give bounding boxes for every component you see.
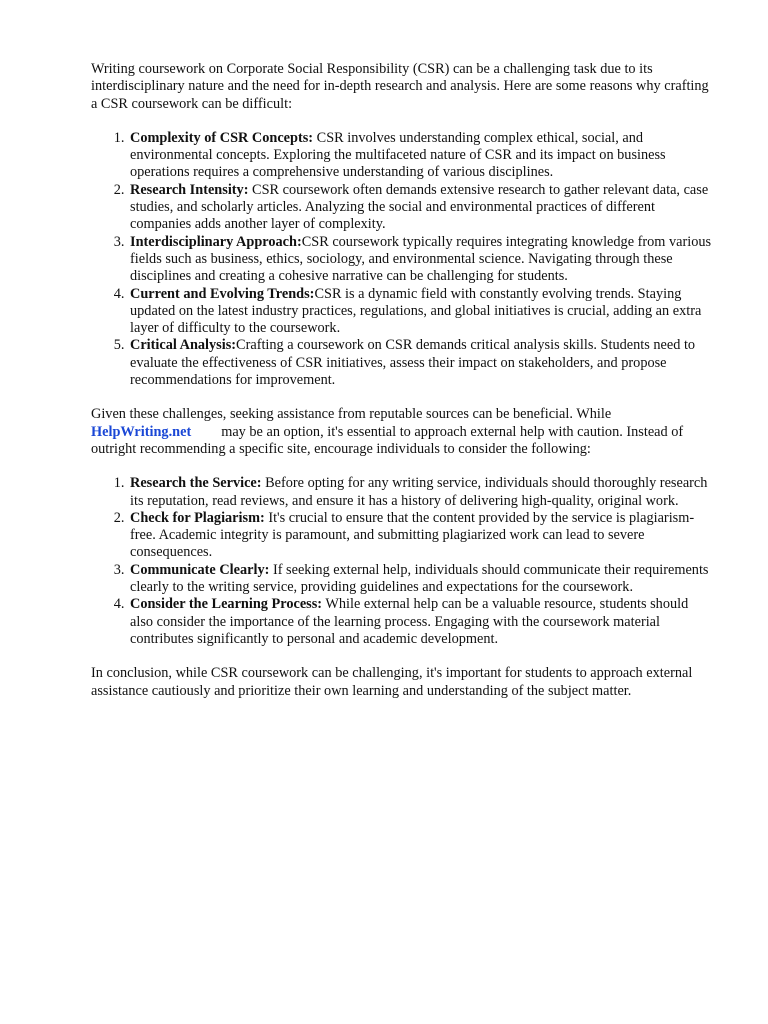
item-text: It's crucial to ensure that the content provided by the service is plagiarism-free. Academic integrity is paramount, and submitting plagiarized work can lead to severe consequences. xyxy=(130,509,695,561)
item-text: CSR coursework typically requires integrating knowledge from various fields such as business, ethics, sociology, and environmental science. Navigating through these disciplines and creating a cohesive narrative can be challenging for students. xyxy=(130,233,712,285)
list-item xyxy=(128,510,713,562)
item-term: Check for Plagiarism: xyxy=(130,509,265,526)
document-page xyxy=(91,61,713,700)
item-text: Crafting a coursework on CSR demands critical analysis skills. Students need to evaluate the effectiveness of CSR initiatives, assess their impact on stakeholders, and propose recommendations for improvement. xyxy=(130,337,696,389)
item-term: Current and Evolving Trends: xyxy=(130,285,315,302)
item-text: CSR is a dynamic field with constantly evolving trends. Staying updated on the latest industry practices, regulations, and global initiatives is crucial, adding an extra layer of difficulty to the coursework. xyxy=(130,285,702,337)
given-text-before: Given these challenges, seeking assistance from reputable sources can be beneficial. While xyxy=(91,406,612,423)
helpwriting-link[interactable]: HelpWriting.net xyxy=(91,423,192,440)
intro-paragraph: Writing coursework on Corporate Social Responsibility (CSR) can be a challenging task due to its interdisciplinary nature and the need for in-depth research and analysis. Here are some reasons why crafting a CSR coursework can be difficult: xyxy=(91,61,709,112)
list-item xyxy=(128,130,713,182)
item-text: Before opting for any writing service, individuals should thoroughly research its reputation, read reviews, and ensure it has a history of delivering high-quality, original work. xyxy=(130,475,708,509)
item-term: Complexity of CSR Concepts: xyxy=(130,129,314,146)
item-term: Research Intensity: xyxy=(130,181,249,198)
list-item xyxy=(128,596,713,648)
tips-list xyxy=(91,475,713,648)
item-text: CSR involves understanding complex ethical, social, and environmental concepts. Exploring the multifaceted nature of CSR and its impact on business operations requires a comprehensive understanding of various disciplines. xyxy=(130,129,666,181)
item-text: CSR coursework often demands extensive research to gather relevant data, case studies, and scholarly articles. Analyzing the social and environmental practices of different companies adds another layer of complexity. xyxy=(130,181,709,233)
given-paragraph xyxy=(91,406,713,458)
list-item xyxy=(128,475,713,510)
conclusion-paragraph: In conclusion, while CSR coursework can be challenging, it's important for students to approach external assistance cautiously and prioritize their own learning and understanding of the subject matter. xyxy=(91,665,693,699)
item-text: If seeking external help, individuals should communicate their requirements clearly to the writing service, providing guidelines and expectations for the coursework. xyxy=(130,561,709,596)
given-text-after: may be an option, it's essential to approach external help with caution. Instead of outright recommending a specific site, encourage individuals to consider the following: xyxy=(91,423,684,457)
item-term: Research the Service: xyxy=(130,475,262,492)
list-item xyxy=(128,337,713,389)
item-term: Consider the Learning Process: xyxy=(130,596,323,613)
item-text: While external help can be a valuable resource, students should also consider the importance of the learning process. Engaging with the coursework material contributes significantly to personal and academic development. xyxy=(130,596,689,647)
list-item xyxy=(128,286,713,338)
list-item xyxy=(128,234,713,286)
item-term: Critical Analysis: xyxy=(130,337,237,354)
item-term: Interdisciplinary Approach: xyxy=(130,233,302,250)
reasons-list xyxy=(91,130,713,389)
list-item xyxy=(128,182,713,234)
item-term: Communicate Clearly: xyxy=(130,561,270,578)
list-item xyxy=(128,562,713,597)
